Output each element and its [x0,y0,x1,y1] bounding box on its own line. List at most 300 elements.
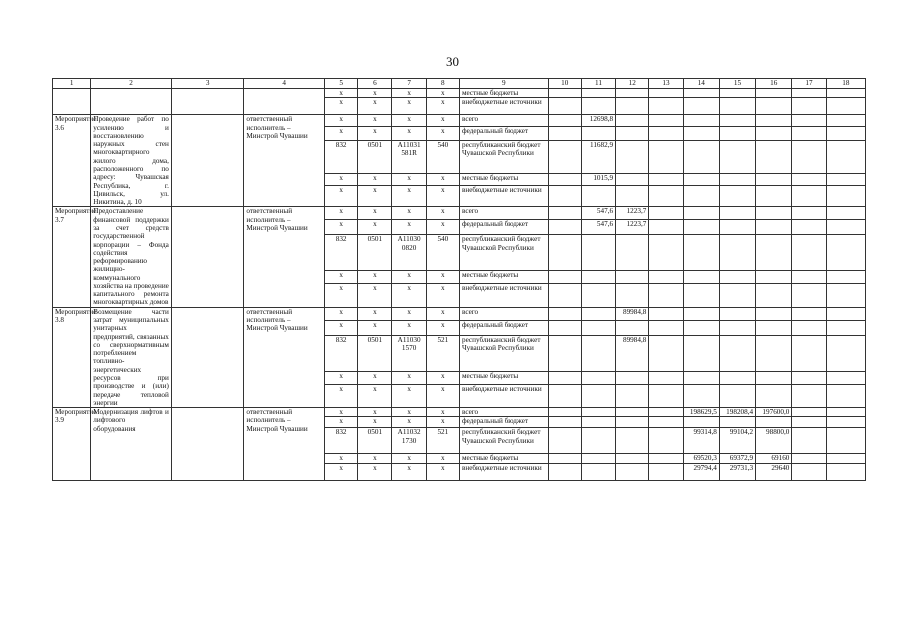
year-col-17-cell [792,235,826,271]
target-code-cell: x [392,89,426,98]
column-header-16: 16 [756,79,792,89]
target-code-cell: x [392,220,426,235]
year-col-18-cell [826,98,865,115]
funding-source-cell: федеральный бюджет [459,320,548,335]
empty-col-3-cell [171,115,244,207]
year-col-14-cell [683,185,719,207]
ministry-code-cell: x [325,185,358,207]
ministry-code-cell: x [325,307,358,320]
year-col-13-cell [649,185,683,207]
year-col-13-cell [649,284,683,308]
year-col-11-cell [581,454,615,463]
year-col-17-cell [792,371,826,384]
year-col-11-cell [581,320,615,335]
year-col-12-cell [616,235,649,271]
year-col-18-cell [826,127,865,141]
funding-source-cell: всего [459,307,548,320]
year-col-13-cell [649,141,683,174]
ministry-code-cell: 832 [325,141,358,174]
responsible-cell: ответственный исполнитель – Минстрой Чувашии [244,408,325,481]
year-col-12-cell [616,320,649,335]
year-col-16-cell [756,271,792,284]
funding-source-cell: местные бюджеты [459,371,548,384]
year-col-17-cell [792,141,826,174]
target-code-cell: x [392,271,426,284]
expense-type-cell: x [426,408,459,417]
year-col-11-cell [581,127,615,141]
section-code-cell: x [358,185,392,207]
year-col-11-cell [581,185,615,207]
year-col-10-cell [548,127,581,141]
expense-type-cell: x [426,115,459,127]
year-col-13-cell [649,220,683,235]
year-col-10-cell [548,173,581,185]
ministry-code-cell: 832 [325,335,358,371]
funding-source-cell: местные бюджеты [459,454,548,463]
year-col-11-cell: 547,6 [581,207,615,220]
year-col-18-cell [826,454,865,463]
column-header-15: 15 [719,79,755,89]
year-col-16-cell [756,127,792,141]
year-col-15-cell: 29731,3 [719,463,755,480]
year-col-10-cell [548,207,581,220]
year-col-10-cell [548,384,581,408]
year-col-14-cell: 29794,4 [683,463,719,480]
section-code-cell: x [358,408,392,417]
responsible-cell: ответственный исполнитель – Минстрой Чувашии [244,115,325,207]
activity-cell [53,89,91,115]
year-col-14-cell: 198629,5 [683,408,719,417]
year-col-15-cell [719,271,755,284]
empty-col-3-cell [171,307,244,407]
ministry-code-cell: x [325,417,358,428]
funding-source-cell: всего [459,207,548,220]
year-col-12-cell [616,115,649,127]
year-col-11-cell [581,98,615,115]
budget-table [52,78,866,481]
column-header-6: 6 [358,79,392,89]
year-col-16-cell [756,307,792,320]
year-col-12-cell [616,98,649,115]
year-col-10-cell [548,89,581,98]
year-col-11-cell [581,371,615,384]
section-code-cell: x [358,384,392,408]
year-col-16-cell [756,89,792,98]
year-col-18-cell [826,207,865,220]
year-col-11-cell [581,89,615,98]
year-col-10-cell [548,454,581,463]
year-col-13-cell [649,271,683,284]
year-col-12-cell: 89984,8 [616,307,649,320]
year-col-14-cell [683,141,719,174]
year-col-15-cell [719,115,755,127]
expense-type-cell: x [426,271,459,284]
year-col-17-cell [792,98,826,115]
year-col-18-cell [826,235,865,271]
responsible-cell [244,89,325,115]
year-col-18-cell [826,307,865,320]
target-code-cell: А11031 581R [392,141,426,174]
ministry-code-cell: x [325,454,358,463]
year-col-14-cell [683,235,719,271]
year-col-10-cell [548,284,581,308]
ministry-code-cell: x [325,115,358,127]
target-code-cell: x [392,320,426,335]
year-col-12-cell: 89984,8 [616,335,649,371]
header-row [53,79,866,89]
year-col-11-cell: 11682,9 [581,141,615,174]
year-col-12-cell [616,384,649,408]
year-col-10-cell [548,417,581,428]
ministry-code-cell: x [325,271,358,284]
year-col-16-cell [756,417,792,428]
column-header-8: 8 [426,79,459,89]
year-col-14-cell [683,173,719,185]
year-col-12-cell [616,284,649,308]
expense-type-cell: x [426,127,459,141]
year-col-17-cell [792,115,826,127]
year-col-18-cell [826,185,865,207]
year-col-18-cell [826,335,865,371]
description-cell: Возмещение части затрат муниципальных унитарных предприятий, связанных со сверхнормативным потреблением топливно-энергетических ресурсов при производстве и (или) передаче тепловой энергии [91,307,172,407]
expense-type-cell: x [426,220,459,235]
year-col-17-cell [792,454,826,463]
section-code-cell: x [358,173,392,185]
section-code-cell: x [358,98,392,115]
year-col-18-cell [826,408,865,417]
year-col-14-cell [683,89,719,98]
year-col-16-cell: 29640 [756,463,792,480]
funding-source-cell: внебюджетные источники [459,284,548,308]
year-col-18-cell [826,463,865,480]
funding-source-cell: республиканский бюджет Чувашской Республики [459,428,548,454]
year-col-16-cell: 69160 [756,454,792,463]
year-col-16-cell [756,335,792,371]
year-col-13-cell [649,320,683,335]
column-header-13: 13 [649,79,683,89]
year-col-12-cell [616,127,649,141]
year-col-14-cell [683,307,719,320]
ministry-code-cell: x [325,220,358,235]
ministry-code-cell: x [325,173,358,185]
empty-col-3-cell [171,89,244,115]
year-col-11-cell [581,307,615,320]
ministry-code-cell: x [325,89,358,98]
year-col-13-cell [649,428,683,454]
year-col-13-cell [649,89,683,98]
section-code-cell: x [358,89,392,98]
target-code-cell: А11032 1730 [392,428,426,454]
year-col-14-cell [683,320,719,335]
year-col-17-cell [792,284,826,308]
table-row [53,408,866,417]
year-col-17-cell [792,220,826,235]
year-col-14-cell [683,284,719,308]
year-col-18-cell [826,428,865,454]
year-col-16-cell: 197600,0 [756,408,792,417]
year-col-12-cell [616,428,649,454]
year-col-12-cell [616,463,649,480]
column-header-7: 7 [392,79,426,89]
year-col-11-cell [581,384,615,408]
year-col-14-cell [683,98,719,115]
year-col-13-cell [649,454,683,463]
year-col-10-cell [548,428,581,454]
column-header-11: 11 [581,79,615,89]
expense-type-cell: x [426,463,459,480]
year-col-14-cell: 99314,8 [683,428,719,454]
year-col-15-cell [719,320,755,335]
funding-source-cell: республиканский бюджет Чувашской Республики [459,235,548,271]
year-col-16-cell [756,384,792,408]
year-col-13-cell [649,463,683,480]
year-col-14-cell [683,335,719,371]
year-col-12-cell [616,89,649,98]
year-col-17-cell [792,463,826,480]
year-col-18-cell [826,115,865,127]
table-body [53,89,866,481]
funding-source-cell: местные бюджеты [459,271,548,284]
section-code-cell: x [358,463,392,480]
target-code-cell: А11030 1570 [392,335,426,371]
year-col-14-cell [683,417,719,428]
funding-source-cell: всего [459,115,548,127]
year-col-17-cell [792,127,826,141]
expense-type-cell: x [426,98,459,115]
year-col-15-cell [719,127,755,141]
expense-type-cell: 521 [426,428,459,454]
expense-type-cell: x [426,307,459,320]
year-col-16-cell [756,235,792,271]
year-col-10-cell [548,220,581,235]
funding-source-cell: республиканский бюджет Чувашской Республики [459,335,548,371]
year-col-17-cell [792,408,826,417]
section-code-cell: x [358,207,392,220]
funding-source-cell: республиканский бюджет Чувашской Республики [459,141,548,174]
section-code-cell: x [358,371,392,384]
funding-source-cell: всего [459,408,548,417]
year-col-14-cell [683,371,719,384]
year-col-18-cell [826,417,865,428]
page-number: 30 [446,54,459,69]
year-col-18-cell [826,271,865,284]
year-col-13-cell [649,307,683,320]
year-col-13-cell [649,235,683,271]
expense-type-cell: x [426,371,459,384]
expense-type-cell: x [426,89,459,98]
year-col-13-cell [649,335,683,371]
ministry-code-cell: x [325,127,358,141]
target-code-cell: x [392,384,426,408]
year-col-11-cell: 1015,9 [581,173,615,185]
year-col-11-cell [581,271,615,284]
year-col-12-cell [616,141,649,174]
year-col-17-cell [792,207,826,220]
year-col-10-cell [548,371,581,384]
year-col-15-cell [719,173,755,185]
target-code-cell: x [392,463,426,480]
section-code-cell: x [358,284,392,308]
year-col-16-cell: 98800,0 [756,428,792,454]
year-col-14-cell [683,384,719,408]
ministry-code-cell: x [325,320,358,335]
year-col-15-cell [719,284,755,308]
year-col-15-cell [719,207,755,220]
table-row [53,207,866,220]
year-col-10-cell [548,271,581,284]
target-code-cell: А11030 0820 [392,235,426,271]
funding-source-cell: внебюджетные источники [459,463,548,480]
year-col-16-cell [756,371,792,384]
responsible-cell: ответственный исполнитель – Минстрой Чувашии [244,307,325,407]
column-header-3: 3 [171,79,244,89]
expense-type-cell: x [426,185,459,207]
funding-source-cell: внебюджетные источники [459,185,548,207]
column-header-2: 2 [91,79,172,89]
ministry-code-cell: x [325,284,358,308]
year-col-12-cell [616,173,649,185]
target-code-cell: x [392,115,426,127]
description-cell: Проведение работ по усилению и восстановлению наружных стен многоквартирного жилого дома, расположенного по адресу: Чувашская Республика, г. Цивильск, ул. Никитина, д. 10 [91,115,172,207]
expense-type-cell: x [426,454,459,463]
funding-source-cell: федеральный бюджет [459,220,548,235]
year-col-11-cell [581,284,615,308]
section-code-cell: x [358,127,392,141]
year-col-13-cell [649,417,683,428]
funding-source-cell: внебюджетные источники [459,384,548,408]
year-col-11-cell: 547,6 [581,220,615,235]
year-col-12-cell: 1223,7 [616,220,649,235]
year-col-13-cell [649,207,683,220]
year-col-17-cell [792,335,826,371]
year-col-14-cell: 69520,3 [683,454,719,463]
year-col-15-cell [719,384,755,408]
year-col-13-cell [649,384,683,408]
ministry-code-cell: 832 [325,428,358,454]
year-col-15-cell: 99104,2 [719,428,755,454]
section-code-cell: 0501 [358,428,392,454]
year-col-18-cell [826,320,865,335]
target-code-cell: x [392,207,426,220]
year-col-15-cell [719,417,755,428]
year-col-10-cell [548,408,581,417]
year-col-13-cell [649,408,683,417]
year-col-12-cell [616,417,649,428]
column-header-5: 5 [325,79,358,89]
description-cell: Модернизация лифтов и лифтового оборудования [91,408,172,481]
year-col-15-cell [719,335,755,371]
target-code-cell: x [392,127,426,141]
activity-cell: Мероприятие 3.7 [53,207,91,307]
funding-source-cell: федеральный бюджет [459,417,548,428]
year-col-16-cell [756,141,792,174]
year-col-15-cell [719,220,755,235]
year-col-11-cell [581,417,615,428]
target-code-cell: x [392,417,426,428]
column-header-18: 18 [826,79,865,89]
year-col-16-cell [756,220,792,235]
target-code-cell: x [392,98,426,115]
funding-source-cell: внебюджетные источники [459,98,548,115]
funding-source-cell: федеральный бюджет [459,127,548,141]
expense-type-cell: 521 [426,335,459,371]
column-header-10: 10 [548,79,581,89]
expense-type-cell: x [426,207,459,220]
funding-source-cell: местные бюджеты [459,89,548,98]
year-col-11-cell [581,463,615,480]
column-header-12: 12 [616,79,649,89]
year-col-11-cell [581,235,615,271]
year-col-10-cell [548,115,581,127]
year-col-15-cell [719,235,755,271]
year-col-12-cell [616,185,649,207]
year-col-15-cell [719,98,755,115]
year-col-12-cell: 1223,7 [616,207,649,220]
year-col-17-cell [792,384,826,408]
year-col-18-cell [826,284,865,308]
year-col-15-cell [719,141,755,174]
year-col-10-cell [548,185,581,207]
target-code-cell: x [392,408,426,417]
ministry-code-cell: x [325,463,358,480]
year-col-15-cell [719,89,755,98]
expense-type-cell: x [426,173,459,185]
section-code-cell: x [358,115,392,127]
year-col-16-cell [756,115,792,127]
year-col-17-cell [792,89,826,98]
year-col-15-cell [719,307,755,320]
year-col-18-cell [826,141,865,174]
expense-type-cell: x [426,320,459,335]
description-cell [91,89,172,115]
column-header-1: 1 [53,79,91,89]
year-col-16-cell [756,173,792,185]
year-col-10-cell [548,98,581,115]
year-col-13-cell [649,173,683,185]
year-col-14-cell [683,207,719,220]
year-col-16-cell [756,320,792,335]
target-code-cell: x [392,307,426,320]
year-col-16-cell [756,207,792,220]
year-col-13-cell [649,98,683,115]
year-col-12-cell [616,271,649,284]
ministry-code-cell: 832 [325,235,358,271]
year-col-14-cell [683,115,719,127]
year-col-11-cell [581,408,615,417]
ministry-code-cell: x [325,207,358,220]
year-col-10-cell [548,463,581,480]
empty-col-3-cell [171,408,244,481]
year-col-14-cell [683,127,719,141]
target-code-cell: x [392,371,426,384]
year-col-17-cell [792,173,826,185]
year-col-10-cell [548,141,581,174]
target-code-cell: x [392,185,426,207]
year-col-15-cell [719,185,755,207]
description-cell: Предоставление финансовой поддержки за счет средств государственной корпорации – Фонда содействия реформированию жилищно-коммунального хозяйства на проведение капитального ремонта многоквартирных домов [91,207,172,307]
expense-type-cell: 540 [426,235,459,271]
year-col-17-cell [792,307,826,320]
section-code-cell: 0501 [358,235,392,271]
expense-type-cell: x [426,417,459,428]
year-col-17-cell [792,320,826,335]
year-col-15-cell: 198208,4 [719,408,755,417]
expense-type-cell: 540 [426,141,459,174]
year-col-11-cell [581,335,615,371]
section-code-cell: 0501 [358,141,392,174]
year-col-12-cell [616,454,649,463]
year-col-18-cell [826,384,865,408]
